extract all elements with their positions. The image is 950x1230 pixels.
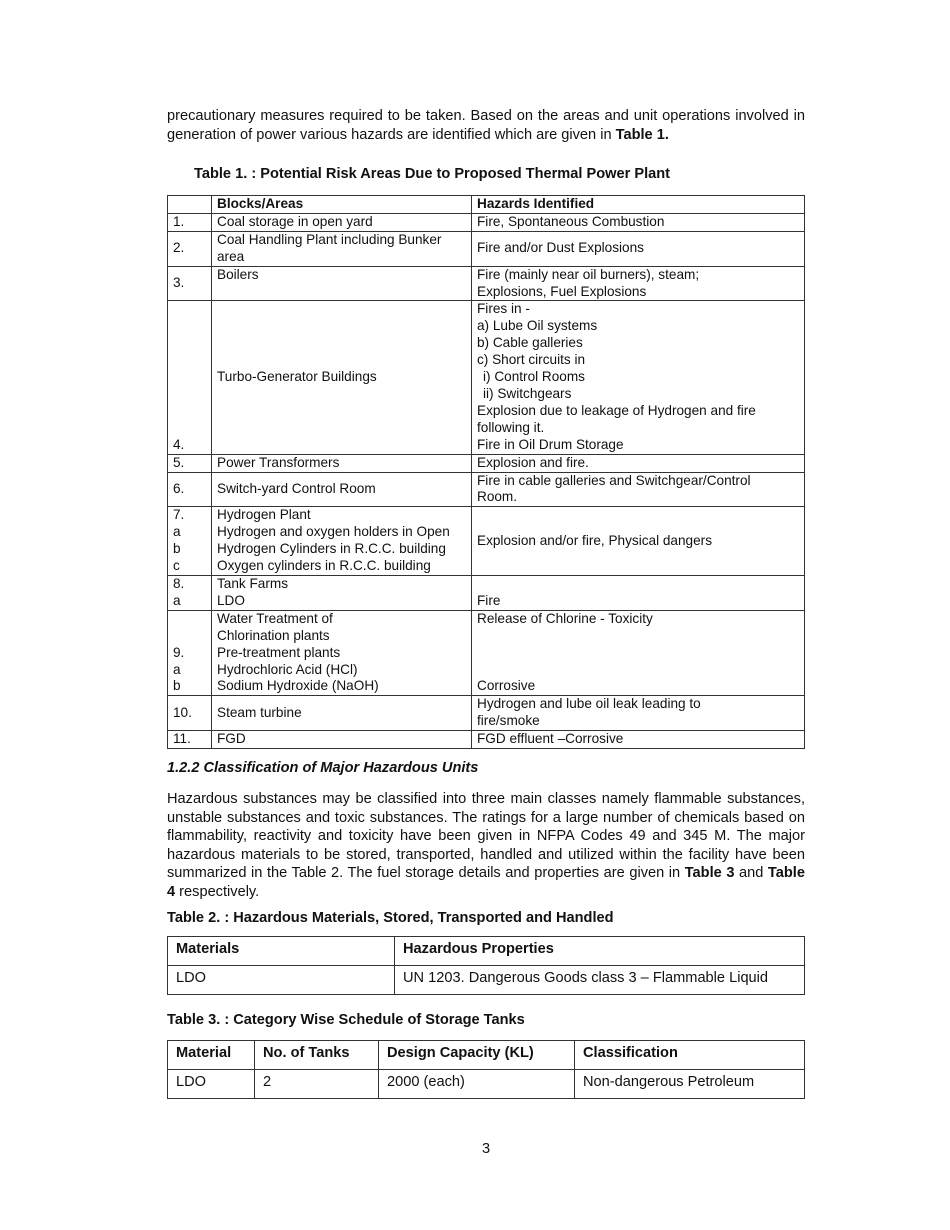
cell-block-area: Steam turbine <box>212 696 472 731</box>
table-header-row <box>168 196 805 214</box>
table2-caption: Table 2. : Hazardous Materials, Stored, Transported and Handled <box>167 910 614 926</box>
table-row <box>168 301 805 454</box>
table1-reference: Table 1. <box>615 126 669 143</box>
table-row <box>168 472 805 507</box>
cell-hazard: Fire (mainly near oil burners), steam; Explosions, Fuel Explosions <box>472 266 805 301</box>
cell-hazard: Fire, Spontaneous Combustion <box>472 213 805 231</box>
cell-number: 2. <box>168 231 212 266</box>
table-header-row <box>168 937 805 966</box>
col-header-materials: Materials <box>168 937 395 966</box>
cell-classification: Non-dangerous Petroleum <box>575 1070 805 1099</box>
cell-block-area: Boilers <box>212 266 472 301</box>
table-row <box>168 231 805 266</box>
table-header-row <box>168 1041 805 1070</box>
cell-hazard: Hydrogen and lube oil leak leading to fire/smoke <box>472 696 805 731</box>
cell-number: 3. <box>168 266 212 301</box>
cell-number: 7. a b c <box>168 507 212 576</box>
col-header-material: Material <box>168 1041 255 1070</box>
cell-block-area: Turbo-Generator Buildings <box>212 301 472 454</box>
cell-number: 5. <box>168 454 212 472</box>
cell-block-area: Coal storage in open yard <box>212 213 472 231</box>
cell-block-area: Switch-yard Control Room <box>212 472 472 507</box>
cell-hazard: Explosion and fire. <box>472 454 805 472</box>
table-row <box>168 575 805 610</box>
page-number: 3 <box>481 1141 491 1157</box>
table-row <box>168 696 805 731</box>
table-row <box>168 731 805 749</box>
table4-reference: Table 4 <box>167 865 805 900</box>
col-header-hazardous-properties: Hazardous Properties <box>395 937 805 966</box>
table-row <box>168 213 805 231</box>
cell-block-area: Hydrogen Plant Hydrogen and oxygen holders in Open Hydrogen Cylinders in R.C.C. building Oxygen cylinders in R.C.C. building <box>212 507 472 576</box>
col-header-hazards: Hazards Identified <box>472 196 805 214</box>
cell-hazard: Fire <box>472 575 805 610</box>
hazardous-materials-table <box>167 936 805 995</box>
table-row <box>168 266 805 301</box>
table-row <box>168 454 805 472</box>
storage-tanks-table <box>167 1040 805 1099</box>
table-row <box>168 610 805 696</box>
cell-number: 11. <box>168 731 212 749</box>
table3-reference: Table 3 <box>684 865 735 881</box>
col-header-classification: Classification <box>575 1041 805 1070</box>
table-row <box>168 507 805 576</box>
intro-paragraph: precautionary measures required to be taken. Based on the areas and unit operations involved in generation of power various hazards are identified which are given in Table 1. <box>167 108 805 143</box>
col-header-no <box>168 196 212 214</box>
cell-properties: UN 1203. Dangerous Goods class 3 – Flammable Liquid <box>395 966 805 995</box>
cell-number: 4. <box>168 301 212 454</box>
cell-material: LDO <box>168 966 395 995</box>
cell-number: 10. <box>168 696 212 731</box>
cell-hazard: Fire in cable galleries and Switchgear/Control Room. <box>472 472 805 507</box>
table3-caption: Table 3. : Category Wise Schedule of Storage Tanks <box>167 1012 525 1028</box>
cell-hazard: FGD effluent –Corrosive <box>472 731 805 749</box>
cell-no-of-tanks: 2 <box>255 1070 379 1099</box>
cell-hazard: Release of Chlorine - Toxicity Corrosive <box>472 610 805 696</box>
table-row <box>168 1070 805 1099</box>
cell-block-area: Tank Farms LDO <box>212 575 472 610</box>
cell-block-area: Coal Handling Plant including Bunker area <box>212 231 472 266</box>
col-header-no-of-tanks: No. of Tanks <box>255 1041 379 1070</box>
cell-number: 1. <box>168 213 212 231</box>
section-heading: 1.2.2 Classification of Major Hazardous Units <box>167 760 479 776</box>
cell-number: 6. <box>168 472 212 507</box>
cell-number: 8. a <box>168 575 212 610</box>
col-header-design-capacity: Design Capacity (KL) <box>379 1041 575 1070</box>
cell-block-area: FGD <box>212 731 472 749</box>
col-header-blocks-areas: Blocks/Areas <box>212 196 472 214</box>
cell-hazard: Fires in - a) Lube Oil systems b) Cable galleries c) Short circuits in i) Control Rooms ii) Switchgears Explosion due to leakage of Hydrogen and fire following it. Fire in Oil Drum Storage <box>472 301 805 454</box>
cell-block-area: Water Treatment of Chlorination plants Pre-treatment plants Hydrochloric Acid (HCl) Sodium Hydroxide (NaOH) <box>212 610 472 696</box>
cell-hazard: Fire and/or Dust Explosions <box>472 231 805 266</box>
cell-hazard: Explosion and/or fire, Physical dangers <box>472 507 805 576</box>
risk-areas-table <box>167 195 805 749</box>
cell-material: LDO <box>168 1070 255 1099</box>
cell-number: 9. a b <box>168 610 212 696</box>
table-row <box>168 966 805 995</box>
section-paragraph: Hazardous substances may be classified into three main classes namely flammable substances, unstable substances and toxic substances. The ratings for a large number of chemicals based on flammability, reactivity and toxicity have been given in NFPA Codes 49 and 345 M. The major hazardous materials to be stored, transported, handled and utilized within the facility have been summarized in the Table 2. The fuel storage details and properties are given in Table 3 and Table 4 respectively. <box>167 791 805 900</box>
risk-areas-body <box>168 213 805 748</box>
cell-block-area: Power Transformers <box>212 454 472 472</box>
cell-design-capacity: 2000 (each) <box>379 1070 575 1099</box>
table1-caption: Table 1. : Potential Risk Areas Due to Proposed Thermal Power Plant <box>194 166 671 182</box>
